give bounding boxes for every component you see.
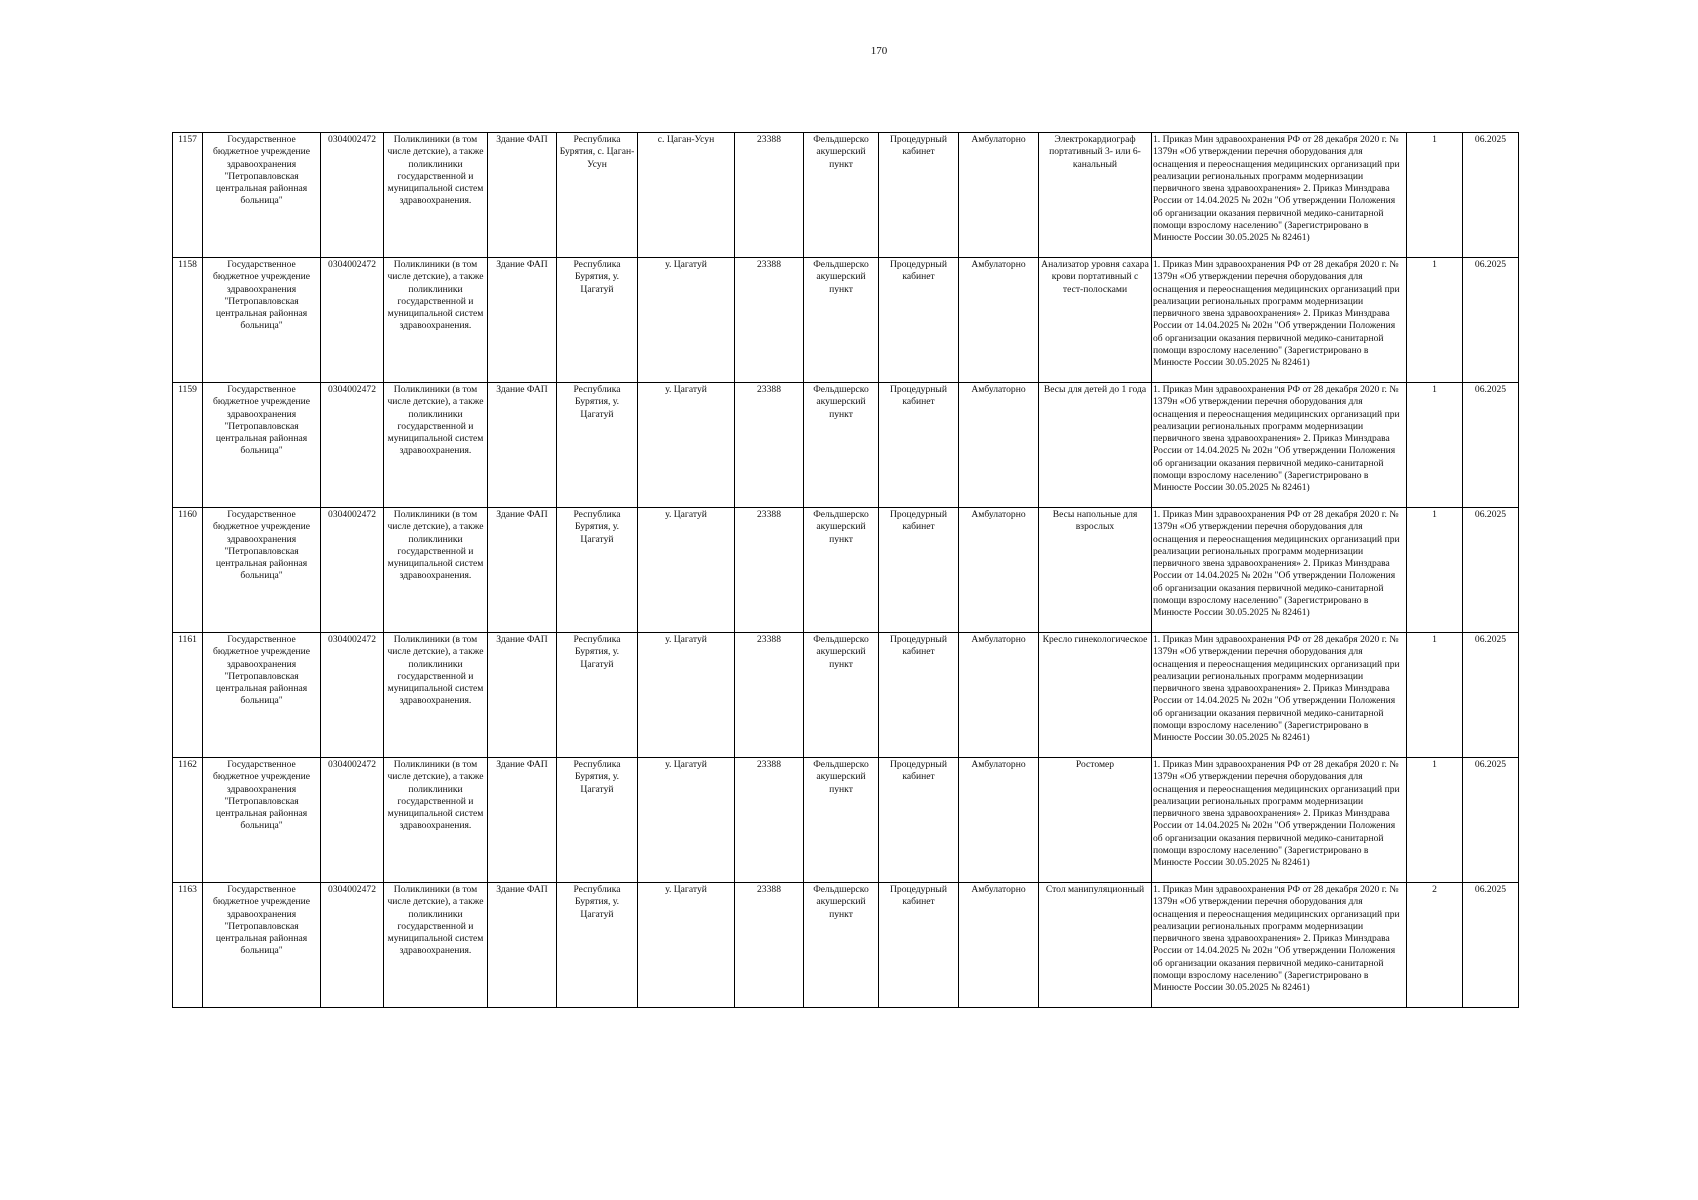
organization-cell: Государственное бюджетное учреждение здравоохранения "Петропавловская центральная районная больница" (203, 758, 321, 883)
institution-type-cell: Поликлиники (в том числе детские), а также поликлиники государственной и муниципальной систем здравоохранения. (384, 133, 488, 258)
quantity-cell: 1 (1407, 383, 1463, 508)
inn-cell: 0304002472 (321, 258, 384, 383)
facility-cell: Фельдшерско акушерский пункт (804, 758, 879, 883)
row-number-cell: 1163 (173, 883, 203, 1008)
organization-cell: Государственное бюджетное учреждение здравоохранения "Петропавловская центральная районная больница" (203, 258, 321, 383)
care-type-cell: Амбулаторно (959, 883, 1039, 1008)
date-cell: 06.2025 (1463, 383, 1519, 508)
quantity-cell: 1 (1407, 508, 1463, 633)
facility-cell: Фельдшерско акушерский пункт (804, 133, 879, 258)
quantity-cell: 1 (1407, 633, 1463, 758)
room-cell: Процедурный кабинет (879, 133, 959, 258)
care-type-cell: Амбулаторно (959, 383, 1039, 508)
code-cell: 23388 (735, 133, 804, 258)
inn-cell: 0304002472 (321, 383, 384, 508)
locality-cell: у. Цагатуй (638, 508, 735, 633)
equipment-table (172, 132, 1519, 1008)
organization-cell: Государственное бюджетное учреждение здравоохранения "Петропавловская центральная районная больница" (203, 508, 321, 633)
care-type-cell: Амбулаторно (959, 258, 1039, 383)
legal-basis-cell: 1. Приказ Мин здравоохранения РФ от 28 декабря 2020 г. № 1379н «Об утверждении перечня оборудования для оснащения и переоснащения медицинских организаций при реализации региональных программ модернизации первичного звена здравоохранения» 2. Приказ Минздрава России от 14.04.2025 № 202н "Об утверждении Положения об организации оказания первичной медико-санитарной помощи взрослому населению" (Зарегистрировано в Минюсте России 30.05.2025 № 82461) (1152, 508, 1407, 633)
table-row (173, 883, 1519, 1008)
equipment-cell: Кресло гинекологическое (1039, 633, 1152, 758)
quantity-cell: 2 (1407, 883, 1463, 1008)
inn-cell: 0304002472 (321, 508, 384, 633)
institution-type-cell: Поликлиники (в том числе детские), а также поликлиники государственной и муниципальной систем здравоохранения. (384, 383, 488, 508)
institution-type-cell: Поликлиники (в том числе детские), а также поликлиники государственной и муниципальной систем здравоохранения. (384, 508, 488, 633)
region-cell: Республика Бурятия, у. Цагатуй (557, 508, 638, 633)
care-type-cell: Амбулаторно (959, 758, 1039, 883)
equipment-cell: Анализатор уровня сахара крови портативный с тест-полосками (1039, 258, 1152, 383)
legal-basis-cell: 1. Приказ Мин здравоохранения РФ от 28 декабря 2020 г. № 1379н «Об утверждении перечня оборудования для оснащения и переоснащения медицинских организаций при реализации региональных программ модернизации первичного звена здравоохранения» 2. Приказ Минздрава России от 14.04.2025 № 202н "Об утверждении Положения об организации оказания первичной медико-санитарной помощи взрослому населению" (Зарегистрировано в Минюсте России 30.05.2025 № 82461) (1152, 883, 1407, 1008)
organization-cell: Государственное бюджетное учреждение здравоохранения "Петропавловская центральная районная больница" (203, 633, 321, 758)
facility-cell: Фельдшерско акушерский пункт (804, 383, 879, 508)
organization-cell: Государственное бюджетное учреждение здравоохранения "Петропавловская центральная районная больница" (203, 883, 321, 1008)
date-cell: 06.2025 (1463, 133, 1519, 258)
code-cell: 23388 (735, 758, 804, 883)
page-number: 170 (870, 45, 888, 57)
facility-cell: Фельдшерско акушерский пункт (804, 633, 879, 758)
care-type-cell: Амбулаторно (959, 508, 1039, 633)
code-cell: 23388 (735, 883, 804, 1008)
quantity-cell: 1 (1407, 758, 1463, 883)
legal-basis-cell: 1. Приказ Мин здравоохранения РФ от 28 декабря 2020 г. № 1379н «Об утверждении перечня оборудования для оснащения и переоснащения медицинских организаций при реализации региональных программ модернизации первичного звена здравоохранения» 2. Приказ Минздрава России от 14.04.2025 № 202н "Об утверждении Положения об организации оказания первичной медико-санитарной помощи взрослому населению" (Зарегистрировано в Минюсте России 30.05.2025 № 82461) (1152, 133, 1407, 258)
locality-cell: с. Цаган-Усун (638, 133, 735, 258)
locality-cell: у. Цагатуй (638, 258, 735, 383)
code-cell: 23388 (735, 633, 804, 758)
date-cell: 06.2025 (1463, 633, 1519, 758)
facility-cell: Фельдшерско акушерский пункт (804, 508, 879, 633)
locality-cell: у. Цагатуй (638, 883, 735, 1008)
inn-cell: 0304002472 (321, 758, 384, 883)
code-cell: 23388 (735, 383, 804, 508)
institution-type-cell: Поликлиники (в том числе детские), а также поликлиники государственной и муниципальной систем здравоохранения. (384, 633, 488, 758)
row-number-cell: 1162 (173, 758, 203, 883)
institution-type-cell: Поликлиники (в том числе детские), а также поликлиники государственной и муниципальной систем здравоохранения. (384, 758, 488, 883)
legal-basis-cell: 1. Приказ Мин здравоохранения РФ от 28 декабря 2020 г. № 1379н «Об утверждении перечня оборудования для оснащения и переоснащения медицинских организаций при реализации региональных программ модернизации первичного звена здравоохранения» 2. Приказ Минздрава России от 14.04.2025 № 202н "Об утверждении Положения об организации оказания первичной медико-санитарной помощи взрослому населению" (Зарегистрировано в Минюсте России 30.05.2025 № 82461) (1152, 383, 1407, 508)
date-cell: 06.2025 (1463, 883, 1519, 1008)
facility-cell: Фельдшерско акушерский пункт (804, 258, 879, 383)
locality-cell: у. Цагатуй (638, 383, 735, 508)
equipment-cell: Весы для детей до 1 года (1039, 383, 1152, 508)
table-body (173, 133, 1519, 1008)
inn-cell: 0304002472 (321, 883, 384, 1008)
room-cell: Процедурный кабинет (879, 758, 959, 883)
code-cell: 23388 (735, 508, 804, 633)
table-row (173, 633, 1519, 758)
building-cell: Здание ФАП (488, 258, 557, 383)
table-row (173, 133, 1519, 258)
date-cell: 06.2025 (1463, 258, 1519, 383)
row-number-cell: 1161 (173, 633, 203, 758)
legal-basis-cell: 1. Приказ Мин здравоохранения РФ от 28 декабря 2020 г. № 1379н «Об утверждении перечня оборудования для оснащения и переоснащения медицинских организаций при реализации региональных программ модернизации первичного звена здравоохранения» 2. Приказ Минздрава России от 14.04.2025 № 202н "Об утверждении Положения об организации оказания первичной медико-санитарной помощи взрослому населению" (Зарегистрировано в Минюсте России 30.05.2025 № 82461) (1152, 633, 1407, 758)
date-cell: 06.2025 (1463, 508, 1519, 633)
inn-cell: 0304002472 (321, 133, 384, 258)
inn-cell: 0304002472 (321, 633, 384, 758)
room-cell: Процедурный кабинет (879, 258, 959, 383)
organization-cell: Государственное бюджетное учреждение здравоохранения "Петропавловская центральная районная больница" (203, 383, 321, 508)
locality-cell: у. Цагатуй (638, 633, 735, 758)
room-cell: Процедурный кабинет (879, 883, 959, 1008)
institution-type-cell: Поликлиники (в том числе детские), а также поликлиники государственной и муниципальной систем здравоохранения. (384, 883, 488, 1008)
facility-cell: Фельдшерско акушерский пункт (804, 883, 879, 1008)
equipment-cell: Ростомер (1039, 758, 1152, 883)
institution-type-cell: Поликлиники (в том числе детские), а также поликлиники государственной и муниципальной систем здравоохранения. (384, 258, 488, 383)
room-cell: Процедурный кабинет (879, 383, 959, 508)
region-cell: Республика Бурятия, у. Цагатуй (557, 883, 638, 1008)
table-row (173, 758, 1519, 883)
legal-basis-cell: 1. Приказ Мин здравоохранения РФ от 28 декабря 2020 г. № 1379н «Об утверждении перечня оборудования для оснащения и переоснащения медицинских организаций при реализации региональных программ модернизации первичного звена здравоохранения» 2. Приказ Минздрава России от 14.04.2025 № 202н "Об утверждении Положения об организации оказания первичной медико-санитарной помощи взрослому населению" (Зарегистрировано в Минюсте России 30.05.2025 № 82461) (1152, 258, 1407, 383)
row-number-cell: 1160 (173, 508, 203, 633)
care-type-cell: Амбулаторно (959, 633, 1039, 758)
room-cell: Процедурный кабинет (879, 508, 959, 633)
code-cell: 23388 (735, 258, 804, 383)
quantity-cell: 1 (1407, 133, 1463, 258)
table-row (173, 383, 1519, 508)
row-number-cell: 1157 (173, 133, 203, 258)
legal-basis-cell: 1. Приказ Мин здравоохранения РФ от 28 декабря 2020 г. № 1379н «Об утверждении перечня оборудования для оснащения и переоснащения медицинских организаций при реализации региональных программ модернизации первичного звена здравоохранения» 2. Приказ Минздрава России от 14.04.2025 № 202н "Об утверждении Положения об организации оказания первичной медико-санитарной помощи взрослому населению" (Зарегистрировано в Минюсте России 30.05.2025 № 82461) (1152, 758, 1407, 883)
row-number-cell: 1158 (173, 258, 203, 383)
quantity-cell: 1 (1407, 258, 1463, 383)
building-cell: Здание ФАП (488, 883, 557, 1008)
building-cell: Здание ФАП (488, 383, 557, 508)
organization-cell: Государственное бюджетное учреждение здравоохранения "Петропавловская центральная районная больница" (203, 133, 321, 258)
date-cell: 06.2025 (1463, 758, 1519, 883)
region-cell: Республика Бурятия, у. Цагатуй (557, 758, 638, 883)
building-cell: Здание ФАП (488, 508, 557, 633)
locality-cell: у. Цагатуй (638, 758, 735, 883)
building-cell: Здание ФАП (488, 133, 557, 258)
building-cell: Здание ФАП (488, 758, 557, 883)
region-cell: Республика Бурятия, у. Цагатуй (557, 633, 638, 758)
region-cell: Республика Бурятия, у. Цагатуй (557, 383, 638, 508)
region-cell: Республика Бурятия, с. Цаган-Усун (557, 133, 638, 258)
equipment-cell: Электрокардиограф портативный 3- или 6-канальный (1039, 133, 1152, 258)
row-number-cell: 1159 (173, 383, 203, 508)
region-cell: Республика Бурятия, у. Цагатуй (557, 258, 638, 383)
room-cell: Процедурный кабинет (879, 633, 959, 758)
equipment-cell: Весы напольные для взрослых (1039, 508, 1152, 633)
table-row (173, 258, 1519, 383)
care-type-cell: Амбулаторно (959, 133, 1039, 258)
building-cell: Здание ФАП (488, 633, 557, 758)
table-row (173, 508, 1519, 633)
equipment-cell: Стол манипуляционный (1039, 883, 1152, 1008)
